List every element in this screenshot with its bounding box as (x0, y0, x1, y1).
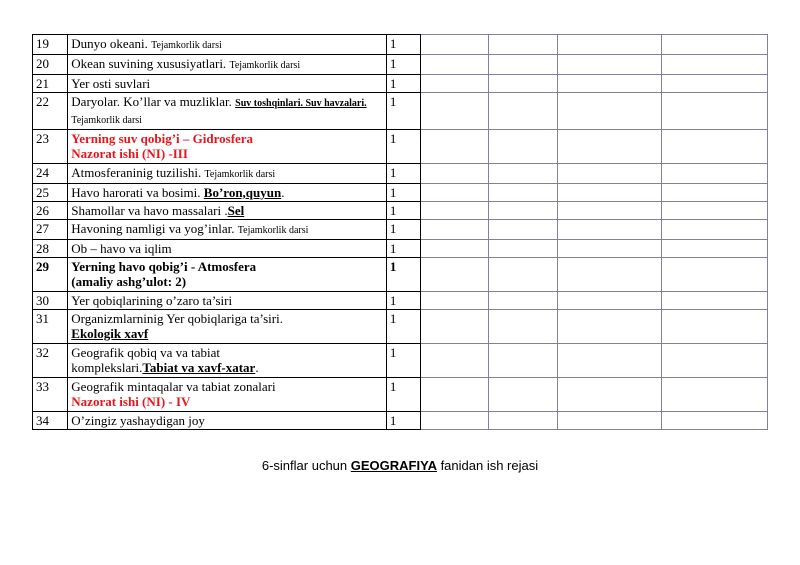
topic-text: Geografik mintaqalar va tabiat zonalari (71, 379, 276, 394)
empty-cell (488, 310, 558, 344)
empty-cell (488, 164, 558, 184)
topic-text: Organizmlarninig Yer qobiqlariga ta’siri. (71, 311, 283, 326)
hazard-topic: Tabiat va xavf-xatar (142, 360, 256, 375)
lesson-topic (68, 310, 387, 344)
empty-cell (558, 55, 662, 75)
hours-cell: 1 (386, 55, 420, 75)
empty-cell (488, 378, 558, 412)
empty-cell (421, 55, 489, 75)
lesson-topic (68, 220, 387, 240)
hours-cell: 1 (386, 310, 420, 344)
table-row (33, 184, 768, 202)
hazard-topic: Sel (227, 203, 245, 218)
hours-cell: 1 (386, 292, 420, 310)
topic-text: Dunyo okeani. (71, 36, 148, 51)
empty-cell (488, 55, 558, 75)
table-row (33, 258, 768, 292)
lesson-topic (68, 35, 387, 55)
hours-cell: 1 (386, 202, 420, 220)
table-row (33, 55, 768, 75)
empty-cell (662, 344, 768, 378)
row-number: 32 (33, 344, 68, 378)
row-number: 23 (33, 130, 68, 164)
lesson-topic: Yer qobiqlarining o’zaro ta’siri (68, 292, 387, 310)
empty-cell (488, 258, 558, 292)
empty-cell (662, 93, 768, 130)
topic-text: Daryolar. Ko’llar va muzliklar. (71, 94, 232, 109)
lesson-plan-table (32, 34, 768, 430)
table-row (33, 378, 768, 412)
row-number: 29 (33, 258, 68, 292)
row-number: 33 (33, 378, 68, 412)
punctuation: . (255, 360, 259, 375)
empty-cell (488, 220, 558, 240)
empty-cell (421, 184, 489, 202)
empty-cell (558, 412, 662, 430)
table-row (33, 130, 768, 164)
empty-cell (488, 344, 558, 378)
lesson-topic: Ob – havo va iqlim (68, 240, 387, 258)
row-number: 27 (33, 220, 68, 240)
hours-cell: 1 (386, 93, 420, 130)
empty-cell (662, 310, 768, 344)
empty-cell (421, 344, 489, 378)
empty-cell (488, 93, 558, 130)
empty-cell (558, 240, 662, 258)
empty-cell (662, 202, 768, 220)
control-work-label: Nazorat ishi (NI) -III (71, 146, 188, 161)
hours-cell: 1 (386, 130, 420, 164)
row-number: 34 (33, 412, 68, 430)
empty-cell (558, 35, 662, 55)
table-row (33, 344, 768, 378)
empty-cell (662, 75, 768, 93)
hours-cell: 1 (386, 344, 420, 378)
topic-text: komplekslari. (71, 360, 143, 375)
row-number: 28 (33, 240, 68, 258)
lesson-topic: O’zingiz yashaydigan joy (68, 412, 387, 430)
topic-text: Atmosferaninig tuzilishi. (71, 165, 202, 180)
hazard-topic: Ekologik xavf (71, 326, 149, 341)
hours-cell: 1 (386, 184, 420, 202)
row-number: 20 (33, 55, 68, 75)
empty-cell (488, 184, 558, 202)
row-number: 22 (33, 93, 68, 130)
empty-cell (421, 258, 489, 292)
table-row (33, 164, 768, 184)
table-row (33, 202, 768, 220)
empty-cell (662, 378, 768, 412)
empty-cell (421, 412, 489, 430)
empty-cell (558, 202, 662, 220)
empty-cell (558, 93, 662, 130)
hours-cell: 1 (386, 378, 420, 412)
empty-cell (421, 310, 489, 344)
empty-cell (662, 412, 768, 430)
empty-cell (662, 240, 768, 258)
hours-cell: 1 (386, 240, 420, 258)
empty-cell (662, 130, 768, 164)
hazard-topic: Suv toshqinlari. Suv havzalari. (235, 98, 367, 109)
empty-cell (662, 220, 768, 240)
lesson-note: Tejamkorlik darsi (71, 115, 142, 126)
lesson-topic (68, 130, 387, 164)
row-number: 25 (33, 184, 68, 202)
lesson-note: Tejamkorlik darsi (204, 169, 276, 180)
empty-cell (421, 164, 489, 184)
empty-cell (488, 412, 558, 430)
table-row (33, 292, 768, 310)
lesson-topic (68, 164, 387, 184)
lesson-topic: Yer osti suvlari (68, 75, 387, 93)
empty-cell (662, 292, 768, 310)
empty-cell (558, 292, 662, 310)
lesson-topic (68, 258, 387, 292)
topic-text: Okean suvining xususiyatlari. (71, 56, 227, 71)
lesson-note: Tejamkorlik darsi (237, 225, 309, 236)
footer-prefix: 6-sinflar uchun (261, 458, 351, 473)
topic-text: Havo harorati va bosimi. (71, 185, 201, 200)
empty-cell (558, 184, 662, 202)
row-number: 31 (33, 310, 68, 344)
section-title: Yerning suv qobig’i – Gidrosfera (71, 131, 254, 146)
empty-cell (662, 35, 768, 55)
row-number: 30 (33, 292, 68, 310)
hours-cell: 1 (386, 258, 420, 292)
hours-cell: 1 (386, 35, 420, 55)
empty-cell (421, 202, 489, 220)
topic-text: Shamollar va havo massalari . (71, 203, 228, 218)
table-row (33, 35, 768, 55)
punctuation: . (281, 185, 285, 200)
empty-cell (558, 344, 662, 378)
topic-text-line2 (71, 360, 383, 375)
empty-cell (421, 130, 489, 164)
empty-cell (421, 220, 489, 240)
empty-cell (421, 75, 489, 93)
empty-cell (421, 378, 489, 412)
empty-cell (421, 240, 489, 258)
footer-suffix: fanidan ish rejasi (436, 458, 539, 473)
hazard-topic: Bo’ron,quyun (203, 185, 282, 200)
lesson-note: Tejamkorlik darsi (151, 40, 222, 51)
page-footer (0, 458, 800, 473)
hours-cell: 1 (386, 412, 420, 430)
empty-cell (558, 378, 662, 412)
empty-cell (488, 35, 558, 55)
lesson-topic (68, 184, 387, 202)
control-work-label: Nazorat ishi (NI) - IV (71, 394, 191, 409)
empty-cell (558, 75, 662, 93)
empty-cell (488, 292, 558, 310)
table-row (33, 220, 768, 240)
empty-cell (558, 220, 662, 240)
empty-cell (421, 292, 489, 310)
table-row (33, 412, 768, 430)
section-title: Yerning havo qobig’i - Atmosfera (71, 259, 257, 274)
empty-cell (488, 75, 558, 93)
lesson-topic (68, 378, 387, 412)
empty-cell (662, 184, 768, 202)
row-number: 24 (33, 164, 68, 184)
lesson-topic (68, 93, 387, 130)
empty-cell (558, 258, 662, 292)
empty-cell (488, 130, 558, 164)
empty-cell (421, 93, 489, 130)
hours-cell: 1 (386, 220, 420, 240)
table-row (33, 310, 768, 344)
empty-cell (488, 240, 558, 258)
topic-text: Geografik qobiq va va tabiat (71, 345, 221, 360)
empty-cell (662, 258, 768, 292)
hours-cell: 1 (386, 75, 420, 93)
lesson-topic (68, 344, 387, 378)
topic-text: Havoning namligi va yog’inlar. (71, 221, 235, 236)
empty-cell (488, 202, 558, 220)
footer-subject: GEOGRAFIYA (350, 458, 437, 473)
row-number: 21 (33, 75, 68, 93)
lesson-topic (68, 55, 387, 75)
row-number: 26 (33, 202, 68, 220)
practical-work-label: (amaliy ashg’ulot: 2) (71, 274, 187, 289)
table-row (33, 93, 768, 130)
lesson-note: Tejamkorlik darsi (229, 60, 301, 71)
empty-cell (662, 164, 768, 184)
table-row (33, 75, 768, 93)
row-number: 19 (33, 35, 68, 55)
empty-cell (558, 310, 662, 344)
empty-cell (421, 35, 489, 55)
lesson-topic (68, 202, 387, 220)
empty-cell (662, 55, 768, 75)
empty-cell (558, 164, 662, 184)
hours-cell: 1 (386, 164, 420, 184)
empty-cell (558, 130, 662, 164)
table-row (33, 240, 768, 258)
